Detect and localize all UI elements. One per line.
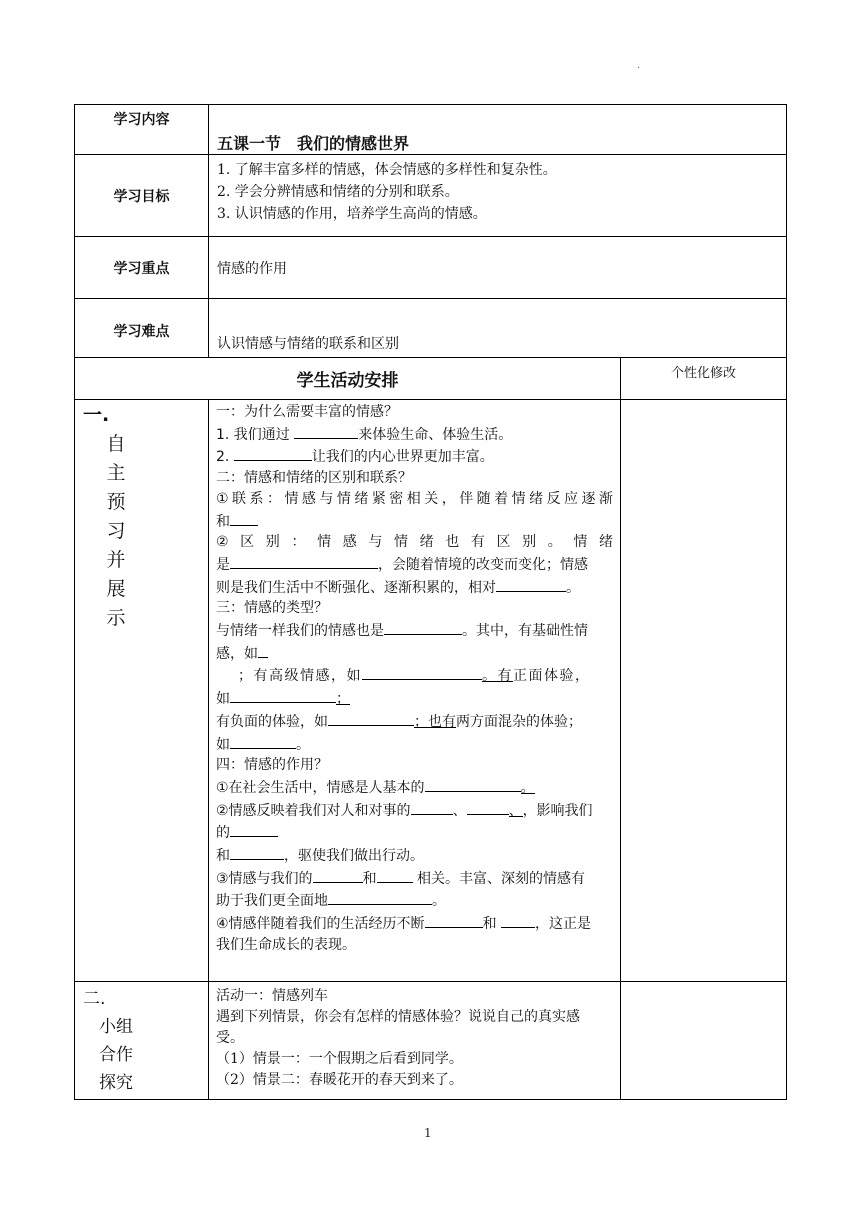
q3-line3: ；有高级情感，如 。有正面体验， (216, 664, 613, 687)
q3-line2: 感，如 (216, 642, 613, 665)
part1-content-cell (209, 400, 621, 982)
activity-title: 活动一：情感列车 (216, 988, 328, 1004)
goals-label-cell (75, 155, 209, 237)
page-number: 1 (424, 1126, 432, 1140)
blank[interactable] (425, 776, 521, 792)
activity-intro: 受。 (216, 1030, 244, 1046)
part2-row (75, 982, 787, 1100)
blank[interactable] (230, 687, 336, 703)
blank[interactable] (230, 844, 284, 860)
q2-line4: 是 ，会随着情境的改变而变化；情感 (216, 553, 613, 576)
q4-line4: 和 ，驱使我们做出行动。 (216, 844, 613, 867)
q4-line8: 我们生命成长的表现。 (216, 936, 356, 953)
part2-label-line: 小组 (99, 1017, 133, 1037)
part1-char: 主 (106, 462, 126, 484)
part1-row (75, 400, 787, 982)
part1-char: 展 (106, 578, 126, 600)
blank[interactable] (230, 821, 278, 837)
blank[interactable] (362, 664, 482, 680)
part1-label-cell (75, 400, 209, 982)
q2-line3: ② 区 别 ： 情 感 与 情 绪 也 有 区 别 。 情 绪 (216, 534, 613, 551)
key-cell (209, 237, 787, 299)
goals-list (209, 155, 786, 229)
header-dot: . (637, 60, 641, 71)
content-row (75, 105, 787, 155)
blank[interactable] (294, 423, 358, 439)
scene-item: （2）情景二：春暖花开的春天到来了。 (216, 1072, 463, 1088)
part1-char: 习 (106, 520, 126, 542)
part1-char: 并 (106, 549, 126, 571)
blank[interactable] (258, 642, 268, 658)
content-label-cell (75, 105, 209, 155)
q4-line1: ①在社会生活中，情感是人基本的 。 (216, 776, 613, 799)
difficulty-row (75, 299, 787, 358)
q3-title: 三：情感的类型？ (216, 600, 328, 617)
blank[interactable] (377, 867, 413, 883)
part2-label-line: 探究 (99, 1073, 133, 1093)
blank[interactable] (467, 799, 509, 815)
goals-label: 学习目标 (113, 188, 170, 205)
key-row (75, 237, 787, 299)
part2-number: 二. (83, 989, 106, 1009)
difficulty-cell (209, 299, 787, 358)
blank[interactable] (384, 619, 462, 635)
blank[interactable] (234, 445, 312, 461)
lesson-plan-table (74, 104, 787, 1100)
personal-header-cell (621, 358, 787, 400)
part1-char: 自 (106, 433, 126, 455)
part1-notes-cell (621, 400, 787, 982)
blank[interactable] (328, 710, 414, 726)
q1-title: 一：为什么需要丰富的情感？ (216, 404, 398, 420)
q1-line1: 1. 我们通过 来体验生命、体验生活。 (216, 423, 613, 446)
difficulty-label: 学习难点 (113, 324, 170, 340)
blank[interactable] (230, 553, 378, 569)
goal-item: 3. 认识情感的作用，培养学生高尚的情感。 (217, 206, 487, 222)
blank[interactable] (313, 867, 363, 883)
part1-char: 预 (106, 491, 126, 513)
q4-line6: 助于我们更全面地 。 (216, 889, 613, 912)
q3-line6: 如 。 (216, 733, 613, 756)
q4-line3: 的 (216, 821, 613, 844)
difficulty-text: 认识情感与情绪的联系和区别 (217, 336, 399, 352)
content-title-cell (209, 105, 787, 155)
q4-line5: ③情感与我们的 和 相关。丰富、深刻的情感有 (216, 867, 613, 890)
part2-notes-cell (621, 982, 787, 1100)
blank[interactable] (230, 733, 296, 749)
q2-line2: 和 (216, 510, 613, 533)
blank[interactable] (411, 799, 453, 815)
part1-label (75, 400, 157, 632)
part2-content-cell (209, 982, 621, 1100)
goal-item: 1. 了解丰富多样的情感，体会情感的多样性和复杂性。 (217, 162, 557, 178)
blank[interactable] (425, 912, 483, 928)
q2-line1: ①联系：情感与情绪紧密相关，伴随着情绪反应逐渐 (216, 490, 613, 507)
q1-line2: 2. 让我们的内心世界更加丰富。 (216, 445, 613, 468)
activity-header: 学生活动安排 (296, 371, 399, 391)
part2-content (209, 982, 620, 1095)
q3-line4: 如 ； (216, 687, 613, 710)
part2-label-line: 合作 (99, 1045, 133, 1065)
part2-label-cell (75, 982, 209, 1100)
lesson-title: 五课一节 我们的情感世界 (217, 134, 410, 153)
blank[interactable] (501, 912, 535, 928)
blank[interactable] (328, 889, 432, 905)
blank[interactable] (230, 510, 258, 526)
content-label: 学习内容 (113, 112, 170, 128)
part1-content (209, 400, 620, 960)
activity-header-cell (75, 358, 621, 400)
activity-intro: 遇到下列情景，你会有怎样的情感体验？说说自己的真实感 (216, 1009, 580, 1025)
section-header-row (75, 358, 787, 400)
goals-cell (209, 155, 787, 237)
scene-item: （1）情景一：一个假期之后看到同学。 (216, 1051, 463, 1067)
key-label: 学习重点 (113, 260, 170, 277)
q3-line1: 与情绪一样我们的情感也是 。其中，有基础性情 (216, 619, 613, 642)
q4-title: 四：情感的作用？ (216, 757, 328, 774)
part2-label (75, 982, 157, 1096)
blank[interactable] (496, 576, 566, 592)
key-label-cell (75, 237, 209, 299)
personal-header: 个性化修改 (671, 366, 737, 381)
part1-char: 示 (106, 607, 126, 629)
q4-line2: ②情感反映着我们对人和对事的 、 、，影响我们 (216, 799, 613, 822)
part1-number: 一. (83, 404, 110, 426)
difficulty-label-cell (75, 299, 209, 358)
q3-line5: 有负面的体验，如 ；也有两方面混杂的体验； (216, 710, 613, 733)
goals-row (75, 155, 787, 237)
q2-title: 二：情感和情绪的区别和联系？ (216, 470, 412, 487)
q4-line7: ④情感伴随着我们的生活经历不断 和 ，这正是 (216, 912, 613, 935)
goal-item: 2. 学会分辨情感和情绪的分别和联系。 (217, 184, 459, 200)
key-text: 情感的作用 (217, 260, 287, 277)
q2-line5: 则是我们生活中不断强化、逐渐积累的，相对 。 (216, 576, 613, 599)
